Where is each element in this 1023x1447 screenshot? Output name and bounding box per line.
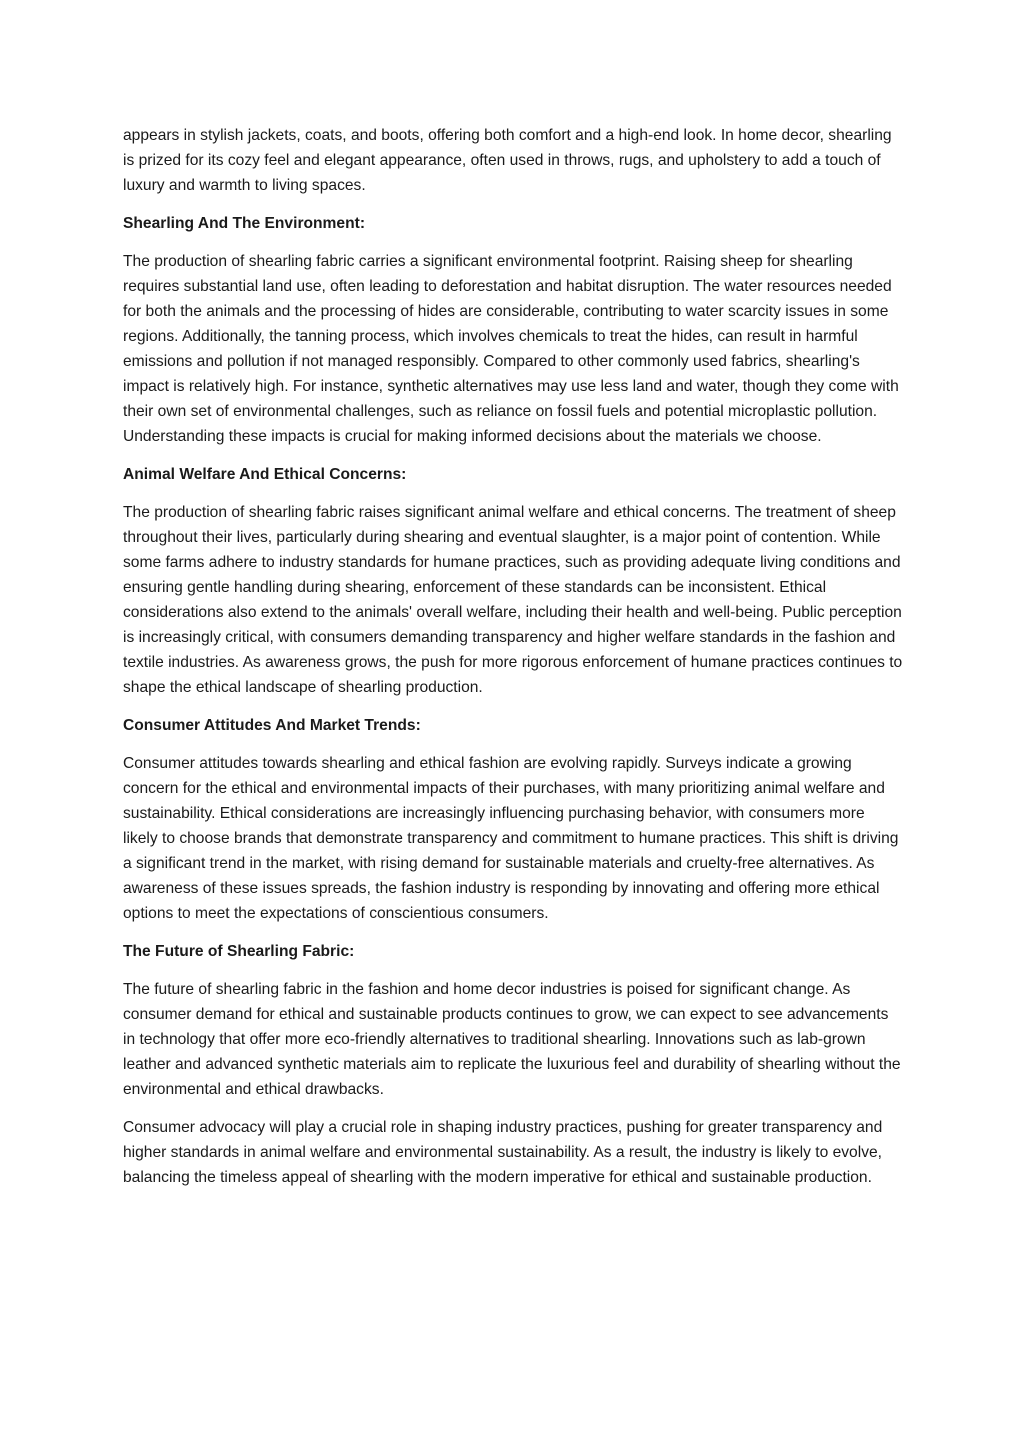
section-heading-consumer-attitudes: Consumer Attitudes And Market Trends: — [123, 717, 421, 734]
section-paragraph-future-1: The future of shearling fabric in the fashion and home decor industries is poised for significant change. As consumer demand for ethical and sustainable products continues to grow, we can expect to see advancements in technology that offer more eco-friendly alternatives to traditional shearling. Innovations such as lab-grown leather and advanced synthetic materials aim to replicate the luxurious feel and durability of shearling without the environmental and ethical drawbacks. — [123, 981, 901, 1098]
document-page — [123, 123, 903, 1203]
section-paragraph-animal-welfare: The production of shearling fabric raises significant animal welfare and ethical concerns. The treatment of sheep throughout their lives, particularly during shearing and eventual slaughter, is a major point of contention. While some farms adhere to industry standards for humane practices, such as providing adequate living conditions and ensuring gentle handling during shearing, enforcement of these standards can be inconsistent. Ethical considerations also extend to the animals' overall welfare, including their health and well-being. Public perception is increasingly critical, with consumers demanding transparency and higher welfare standards in the fashion and textile industries. As awareness grows, the push for more rigorous enforcement of humane practices continues to shape the ethical landscape of shearling production. — [123, 504, 903, 696]
intro-paragraph: appears in stylish jackets, coats, and boots, offering both comfort and a high-end look. In home decor, shearling is prized for its cozy feel and elegant appearance, often used in throws, rugs, and upholstery to add a touch of luxury and warmth to living spaces. — [123, 127, 892, 194]
section-heading-animal-welfare: Animal Welfare And Ethical Concerns: — [123, 466, 407, 483]
section-heading-future: The Future of Shearling Fabric: — [123, 943, 355, 960]
section-paragraph-future-2: Consumer advocacy will play a crucial role in shaping industry practices, pushing for greater transparency and higher standards in animal welfare and environmental sustainability. As a result, the industry is likely to evolve, balancing the timeless appeal of shearling with the modern imperative for ethical and sustainable production. — [123, 1119, 883, 1186]
section-paragraph-environment: The production of shearling fabric carries a significant environmental footprint. Raising sheep for shearling requires substantial land use, often leading to deforestation and habitat disruption. The water resources needed for both the animals and the processing of hides are considerable, contributing to water scarcity issues in some regions. Additionally, the tanning process, which involves chemicals to treat the hides, can result in harmful emissions and pollution if not managed responsibly. Compared to other commonly used fabrics, shearling's impact is relatively high. For instance, synthetic alternatives may use less land and water, though they come with their own set of environmental challenges, such as reliance on fossil fuels and potential microplastic pollution. Understanding these impacts is crucial for making informed decisions about the materials we choose. — [123, 253, 899, 445]
section-heading-environment: Shearling And The Environment: — [123, 215, 366, 232]
section-paragraph-consumer-attitudes: Consumer attitudes towards shearling and ethical fashion are evolving rapidly. Surveys indicate a growing concern for the ethical and environmental impacts of their purchases, with many prioritizing animal welfare and sustainability. Ethical considerations are increasingly influencing purchasing behavior, with consumers more likely to choose brands that demonstrate transparency and commitment to humane practices. This shift is driving a significant trend in the market, with rising demand for sustainable materials and cruelty-free alternatives. As awareness of these issues spreads, the fashion industry is responding by innovating and offering more ethical options to meet the expectations of conscientious consumers. — [123, 755, 899, 922]
